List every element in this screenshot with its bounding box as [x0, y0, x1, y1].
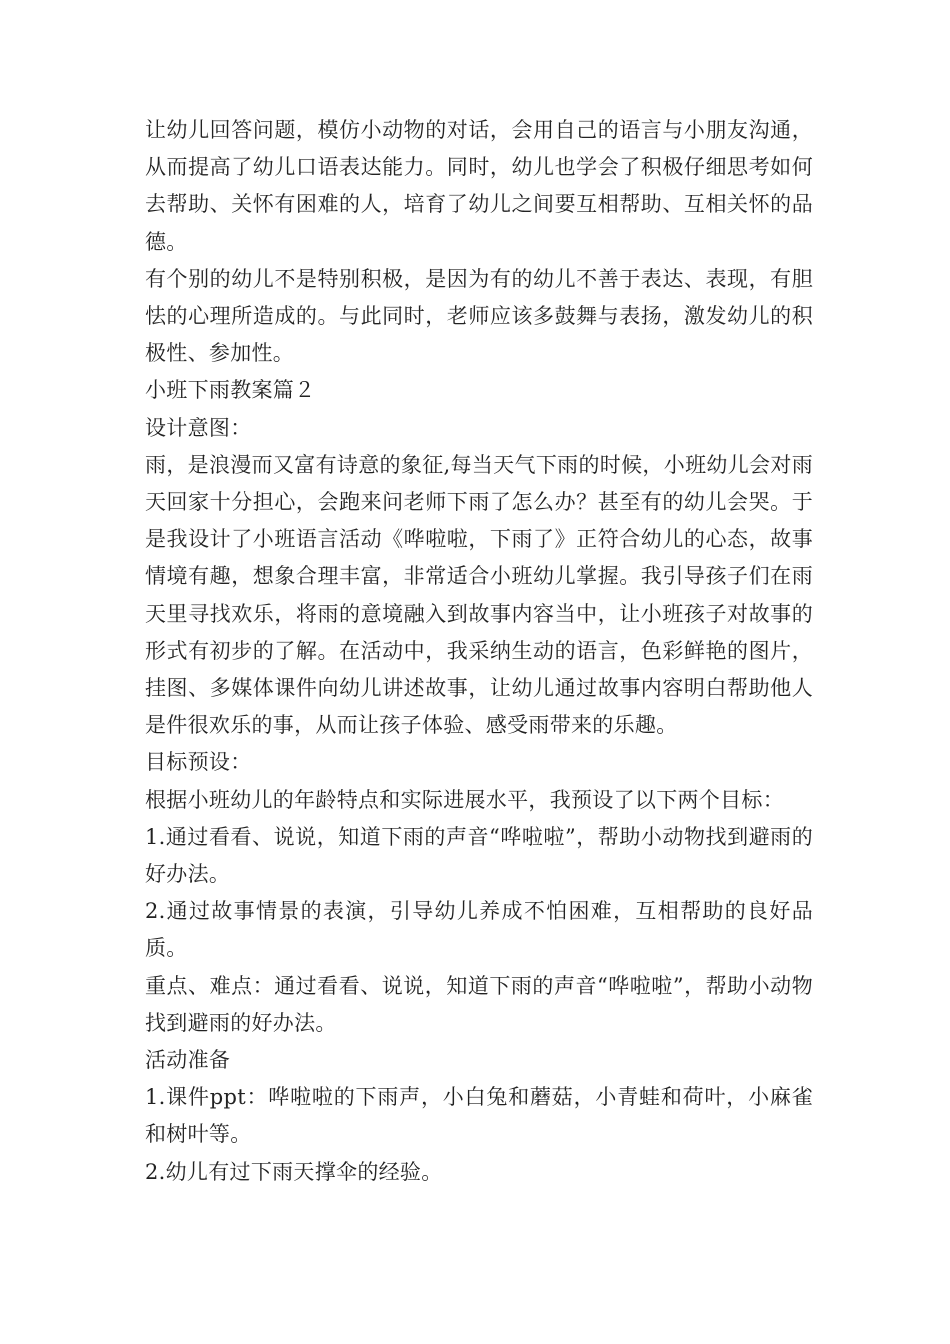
preparation-item-1: 1.课件ppt：哗啦啦的下雨声，小白兔和蘑菇，小青蛙和荷叶，小麻雀和树叶等。: [145, 1085, 813, 1147]
paragraph-reflection: 让幼儿回答问题，模仿小动物的对话，会用自己的语言与小朋友沟通，从而提高了幼儿口语表达能力。同时，幼儿也学会了积极仔细思考如何去帮助、关怀有困难的人，培育了幼儿之间要互相帮助、互相关怀的品德。: [145, 118, 813, 254]
heading-goals: 目标预设：: [145, 750, 252, 775]
document-body: [145, 112, 813, 1191]
preparation-item-2: 2.幼儿有过下雨天撑伞的经验。: [145, 1159, 443, 1184]
goal-item-2: 2.通过故事情景的表演，引导幼儿养成不怕困难，互相帮助的良好品质。: [145, 899, 813, 961]
goal-item-1: 1.通过看看、说说，知道下雨的声音“哗啦啦”，帮助小动物找到避雨的好办法。: [145, 824, 813, 887]
paragraph-shy-children: 有个别的幼儿不是特别积极，是因为有的幼儿不善于表达、表现，有胆怯的心理所造成的。与此同时，老师应该多鼓舞与表扬，激发幼儿的积极性、参加性。: [145, 266, 813, 366]
heading-preparation: 活动准备: [145, 1048, 231, 1073]
paragraph-goals-intro: 根据小班幼儿的年龄特点和实际进展水平，我预设了以下两个目标：: [145, 787, 784, 812]
paragraph-design-intent: 雨，是浪漫而又富有诗意的象征,每当天气下雨的时候，小班幼儿会对雨天回家十分担心，会跑来问老师下雨了怎么办？甚至有的幼儿会哭。于是我设计了小班语言活动《哗啦啦，下雨了》正符合幼儿的心态，故事情境有趣，想象合理丰富，非常适合小班幼儿掌握。我引导孩子们在雨天里寻找欢乐，将雨的意境融入到故事内容当中，让小班孩子对故事的形式有初步的了解。在活动中，我采纳生动的语言，色彩鲜艳的图片，挂图、多媒体课件向幼儿讲述故事，让幼儿通过故事内容明白帮助他人是件很欢乐的事，从而让孩子体验、感受雨带来的乐趣。: [145, 452, 813, 738]
section-heading-lesson-2: 小班下雨教案篇２: [145, 378, 316, 403]
paragraph-key-points: 重点、难点：通过看看、说说，知道下雨的声音“哗啦啦”，帮助小动物找到避雨的好办法。: [145, 973, 813, 1035]
heading-design-intent: 设计意图：: [145, 415, 252, 440]
